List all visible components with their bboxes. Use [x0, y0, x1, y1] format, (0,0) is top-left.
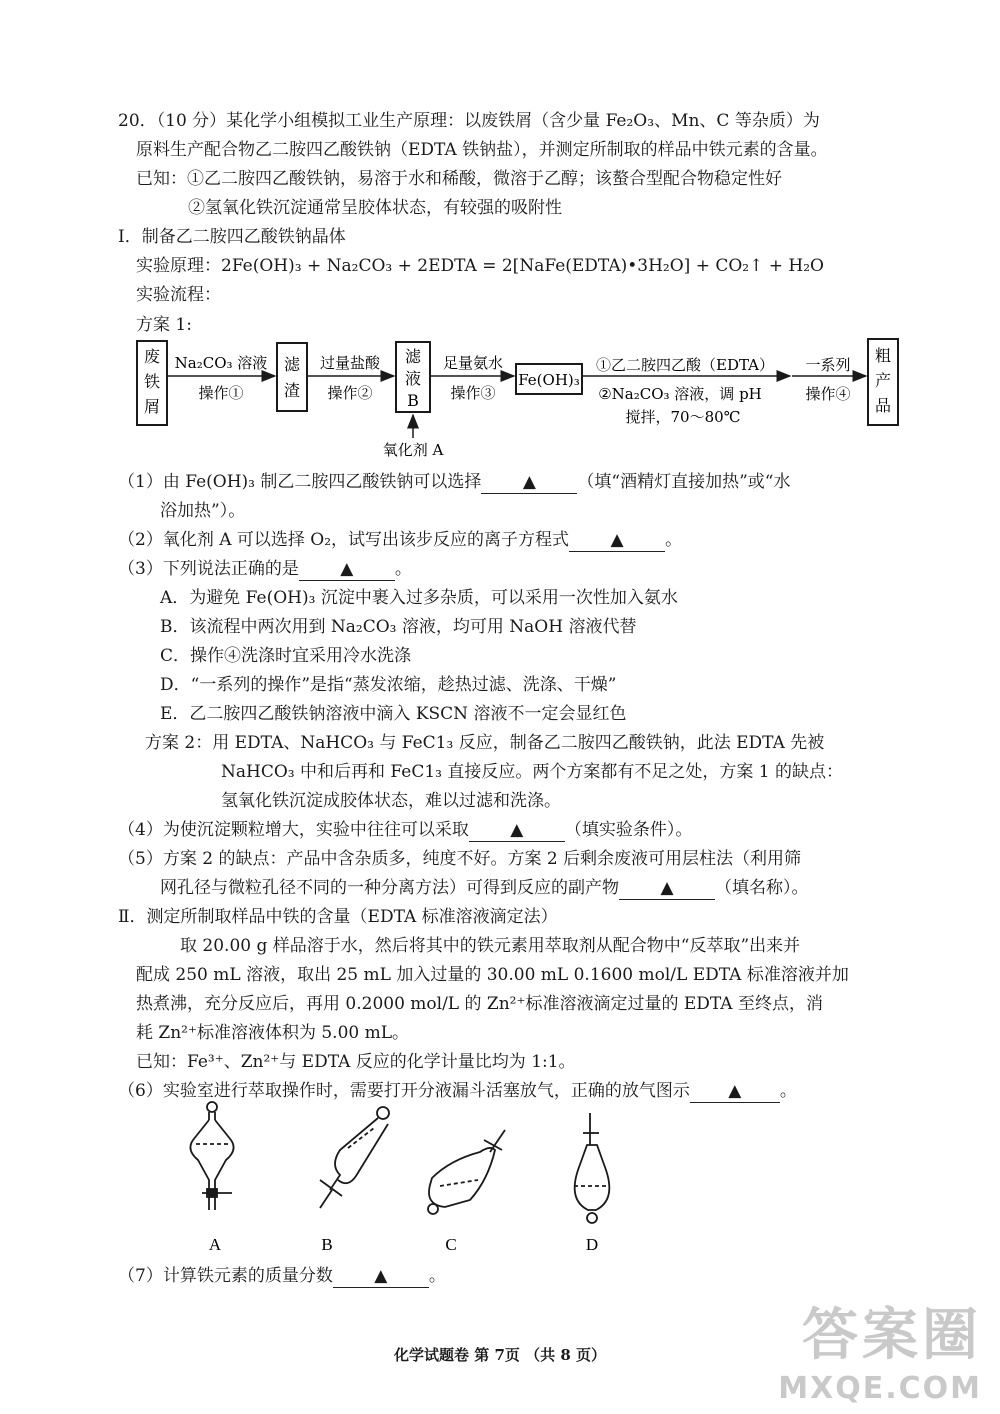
box-filtrate-b-char: 滤: [404, 347, 422, 366]
option-e: E．乙二胺四乙酸铁钠溶液中滴入 KSCN 溶液不一定会显红色: [160, 704, 627, 724]
funnel-d: [574, 1113, 610, 1223]
box-waste-iron-char: 铁: [143, 372, 161, 391]
answer-blank-5[interactable]: ▲: [619, 877, 715, 900]
question-5-cont: 网孔径与微粒孔径不同的一种分离方法）可得到反应的副产物 ▲ （填名称）。: [160, 878, 809, 898]
arrow-op1-label: 操作①: [198, 384, 244, 402]
arrow-op4-top: 一系列: [805, 356, 851, 374]
box-filtrate-b-char: B: [407, 391, 419, 410]
funnel-label-c: C: [445, 1235, 457, 1254]
funnel-label-d: D: [585, 1235, 599, 1254]
answer-blank-1[interactable]: ▲: [481, 471, 577, 494]
question-4: （4）为使沉淀颗粒增大，实验中往往可以采取 ▲ （填实验条件）。: [118, 820, 693, 840]
box-filtrate-b-char: 液: [404, 369, 422, 388]
answer-blank-2[interactable]: ▲: [569, 529, 665, 552]
question-3: （3）下列说法正确的是 ▲ 。: [118, 559, 412, 579]
box-filter-residue-char: 渣: [283, 381, 301, 400]
box-filter-residue-char: 滤: [283, 355, 301, 374]
plan2-line1: 方案 2：用 EDTA、NaHCO₃ 与 FeC1₃ 反应，制备乙二胺四乙酸铁钠，此法 EDTA 先被: [145, 733, 825, 753]
box-crude-product-char: 产: [874, 371, 892, 390]
box-crude-product-char: 粗: [874, 346, 892, 365]
arrow-op1-reagent: Na₂CO₃ 溶液: [174, 354, 268, 372]
question-6: （6）实验室进行萃取操作时，需要打开分液漏斗活塞放气，正确的放气图示 ▲ 。: [118, 1081, 797, 1101]
option-a: A．为避免 Fe(OH)₃ 沉淀中裹入过多杂质，可以采用一次性加入氨水: [160, 588, 678, 608]
question-5: （5）方案 2 的缺点：产品中含杂质多，纯度不好。方案 2 后剩余废液可用层柱法（利用筛: [118, 849, 802, 869]
option-c: C．操作④洗涤时宜采用冷水洗涤: [160, 646, 412, 666]
plan1-label: 方案 1:: [136, 315, 192, 335]
arrow-op4-label: 操作④: [805, 385, 851, 403]
oxidant-a-label: 氧化剂 A: [382, 441, 444, 459]
arrow-edta-step2: ②Na₂CO₃ 溶液，调 pH: [598, 385, 762, 403]
answer-blank-4[interactable]: ▲: [469, 819, 565, 842]
question-1-cont: 浴加热”）。: [160, 501, 246, 521]
q20-known-1: 已知：①乙二胺四乙酸铁钠，易溶于水和稀酸，微溶于乙醇；该螯合型配合物稳定性好: [136, 169, 782, 189]
part2-known: 已知：Fe³⁺、Zn²⁺与 EDTA 反应的化学计量比均为 1:1。: [136, 1052, 576, 1072]
question-2: （2）氧化剂 A 可以选择 O₂，试写出该步反应的离子方程式 ▲ 。: [118, 530, 683, 550]
watermark-logo: 答案圈 MXQE.COM: [778, 1303, 982, 1406]
part2-para-line1: 取 20.00 g 样品溶于水，然后将其中的铁元素用萃取剂从配合物中“反萃取”出来并: [180, 936, 801, 956]
page-footer: 化学试题卷 第 7页 （共 8 页）: [394, 1346, 606, 1364]
arrow-edta-step1: ①乙二胺四乙酸（EDTA）: [596, 356, 774, 374]
part2-para-line4: 耗 Zn²⁺标准溶液体积为 5.00 mL。: [136, 1023, 410, 1043]
answer-blank-6[interactable]: ▲: [690, 1080, 780, 1103]
arrow-edta-condition: 搅拌，70～80℃: [625, 408, 741, 426]
funnel-b: [320, 1107, 389, 1208]
arrow-op2-reagent: 过量盐酸: [319, 354, 381, 372]
question-7: （7）计算铁元素的质量分数 ▲ 。: [118, 1266, 446, 1286]
option-b: B．该流程中两次用到 Na₂CO₃ 溶液，均可用 NaOH 溶液代替: [160, 617, 637, 637]
q20-known-2: ②氢氧化铁沉淀通常呈胶体状态，有较强的吸附性: [188, 198, 562, 218]
q20-header-line2: 原料生产配合物乙二胺四乙酸铁钠（EDTA 铁钠盐），并测定所制取的样品中铁元素的含量。: [136, 140, 828, 160]
arrow-op3-reagent: 足量氨水: [442, 354, 504, 372]
answer-blank-3[interactable]: ▲: [299, 558, 395, 581]
part2-title: Ⅱ．测定所制取样品中铁的含量（EDTA 标准溶液滴定法）: [118, 907, 558, 927]
answer-blank-7[interactable]: ▲: [333, 1265, 429, 1288]
plan2-line2: NaHCO₃ 中和后再和 FeC1₃ 直接反应。两个方案都有不足之处，方案 1 的缺点：: [221, 762, 843, 782]
arrow-op3-label: 操作③: [450, 384, 496, 402]
question-1: （1）由 Fe(OH)₃ 制乙二胺四乙酸铁钠可以选择 ▲ （填“酒精灯直接加热”或“水: [118, 472, 791, 492]
box-crude-product-char: 品: [874, 396, 892, 415]
q20-header-line1: 20．（10 分）某化学小组模拟工业生产原理：以废铁屑（含少量 Fe₂O₃、Mn、C 等杂质）为: [118, 111, 820, 131]
funnel-label-b: B: [321, 1235, 333, 1254]
box-iron-hydroxide-label: Fe(OH)₃: [518, 371, 580, 389]
experiment-principle: 实验原理：2Fe(OH)₃ + Na₂CO₃ + 2EDTA = 2[NaFe(EDTA)•3H₂O] + CO₂↑ + H₂O: [136, 256, 824, 276]
arrow-op2-label: 操作②: [327, 384, 373, 402]
box-waste-iron-char: 废: [143, 347, 161, 366]
funnel-label-a: A: [208, 1235, 222, 1254]
funnel-a: [190, 1102, 233, 1210]
funnel-c: [428, 1130, 505, 1214]
plan2-line3: 氢氧化铁沉淀成胶体状态，难以过滤和洗涤。: [221, 791, 561, 811]
experiment-process-label: 实验流程：: [136, 285, 221, 305]
box-waste-iron-char: 屑: [143, 397, 161, 416]
part2-para-line2: 配成 250 mL 溶液，取出 25 mL 加入过量的 30.00 mL 0.1600 mol/L EDTA 标准溶液并加: [136, 965, 849, 985]
part2-para-line3: 热煮沸，充分反应后，再用 0.2000 mol/L 的 Zn²⁺标准溶液滴定过量的 EDTA 至终点，消: [136, 994, 823, 1014]
option-d: D．“一系列的操作”是指“蒸发浓缩，趁热过滤、洗涤、干燥”: [160, 675, 617, 695]
part1-title: Ⅰ．制备乙二胺四乙酸铁钠晶体: [118, 227, 346, 247]
